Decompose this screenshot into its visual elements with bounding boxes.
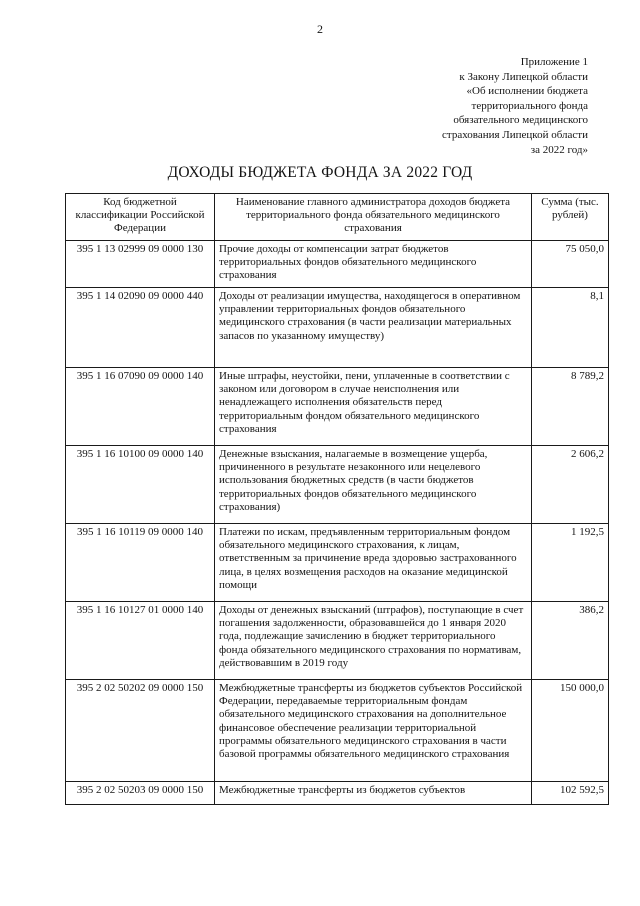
table-header-row (66, 194, 609, 241)
page-number: 2 (317, 22, 323, 36)
table-row (66, 680, 609, 782)
header-name: Наименование главного администратора доходов бюджета территориального фонда обязательного медицинского страхования (215, 194, 532, 241)
row-code: 395 1 16 10100 09 0000 140 (66, 446, 215, 524)
row-sum: 386,2 (532, 602, 609, 680)
row-name: Прочие доходы от компенсации затрат бюджетов территориальных фондов обязательного медицинского страхования (215, 241, 532, 288)
row-code: 395 2 02 50203 09 0000 150 (66, 782, 215, 805)
row-name: Доходы от денежных взысканий (штрафов), поступающие в счет погашения задолженности, образовавшейся до 1 января 2020 года, подлежащие зачислению в бюджет территориального фонда обязательного медицинского страхования по нормативам, действовавшим в 2019 году (215, 602, 532, 680)
table-row (66, 602, 609, 680)
table-row (66, 368, 609, 446)
row-code: 395 1 16 07090 09 0000 140 (66, 368, 215, 446)
document-title: ДОХОДЫ БЮДЖЕТА ФОНДА ЗА 2022 ГОД (167, 164, 473, 181)
row-sum: 102 592,5 (532, 782, 609, 805)
row-sum: 2 606,2 (532, 446, 609, 524)
annex-line: «Об исполнении бюджета (466, 85, 588, 98)
row-name: Доходы от реализации имущества, находящегося в оперативном управлении территориальных фондов обязательного медицинского страхования (в части реализации материальных запасов по указанному имуществу) (215, 288, 532, 368)
row-name: Платежи по искам, предъявленным территориальным фондом обязательного медицинского страхования, к лицам, ответственным за причинение вреда здоровью застрахованного лица, в целях возмещения расходов на оказание медицинской помощи (215, 524, 532, 602)
table-row (66, 241, 609, 288)
annex-block (442, 55, 588, 157)
annex-line: страхования Липецкой области (442, 128, 588, 141)
annex-line: Приложение 1 (520, 56, 588, 68)
header-sum: Сумма (тыс. рублей) (532, 194, 609, 241)
table-row (66, 288, 609, 368)
income-table (65, 193, 609, 805)
table-row (66, 446, 609, 524)
row-code: 395 1 14 02090 09 0000 440 (66, 288, 215, 368)
row-sum: 75 050,0 (532, 241, 609, 288)
annex-line: обязательного медицинского (453, 114, 588, 127)
row-sum: 8 789,2 (532, 368, 609, 446)
row-name: Денежные взыскания, налагаемые в возмещение ущерба, причиненного в результате незаконного или нецелевого использования бюджетных средств (в части бюджетов территориальных фондов обязательного медицинского страхования) (215, 446, 532, 524)
row-code: 395 1 16 10119 09 0000 140 (66, 524, 215, 602)
row-name: Межбюджетные трансферты из бюджетов субъектов Российской Федерации, передаваемые территориальным фондам обязательного медицинского страхования на дополнительное финансовое обеспечение реализации территориальной программы обязательного медицинского страхования в части базовой программы обязательного медицинского страхования (215, 680, 532, 782)
annex-line: территориального фонда (471, 99, 588, 112)
row-sum: 150 000,0 (532, 680, 609, 782)
row-name: Иные штрафы, неустойки, пени, уплаченные в соответствии с законом или договором в случае неисполнения или ненадлежащего исполнения обязательств перед территориальным фондом обязательного медицинского страхования (215, 368, 532, 446)
row-sum: 1 192,5 (532, 524, 609, 602)
table-row (66, 782, 609, 805)
row-name: Межбюджетные трансферты из бюджетов субъектов (215, 782, 532, 805)
annex-line: за 2022 год» (530, 143, 588, 156)
row-code: 395 1 13 02999 09 0000 130 (66, 241, 215, 288)
annex-line: к Закону Липецкой области (459, 70, 588, 83)
row-sum: 8,1 (532, 288, 609, 368)
table-row (66, 524, 609, 602)
header-code: Код бюджетной классификации Российской Федерации (66, 194, 215, 241)
row-code: 395 2 02 50202 09 0000 150 (66, 680, 215, 782)
row-code: 395 1 16 10127 01 0000 140 (66, 602, 215, 680)
